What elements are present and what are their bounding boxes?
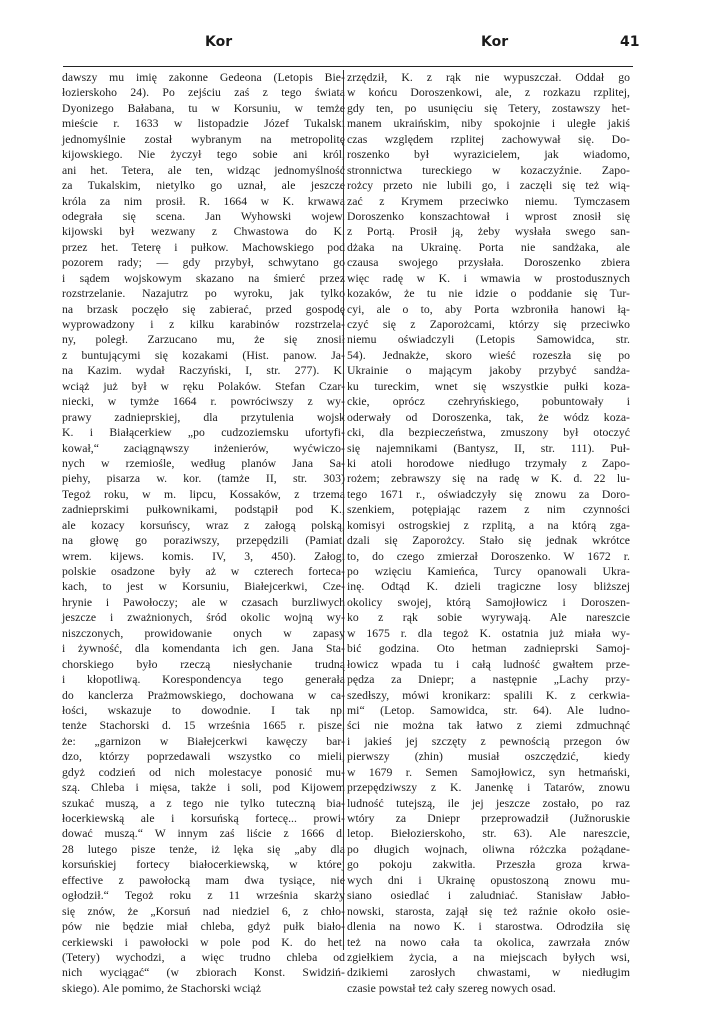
text-line: cyi, ale o to, aby Porta wzbroniła hanowi łą- <box>347 302 630 316</box>
text-line: korsuńskiej fortecy białocerkiewską, w której <box>62 858 345 872</box>
text-line: się znów, że „Korsuń nad niedziel 6, z chło- <box>62 904 345 918</box>
text-line: ki atoli horodowe niedługo trzymały z Zapo- <box>347 456 630 470</box>
text-line: dżaka na Ukrainę. Porta nie sandżaka, ale <box>347 240 630 254</box>
text-line: inę. Odtąd K. dzieli tragiczne losy bliższej <box>347 580 630 594</box>
text-line: po wzięciu Kamieńca, Turcy opanowali Ukra- <box>347 565 630 578</box>
text-line: z buntującymi się kozakami (Hist. panow. Ja- <box>62 348 345 362</box>
text-line: rożcy przeto nie lubili go, i zaczęli się też wią- <box>347 179 630 193</box>
text-line: oderwały od Doroszenka, tak, że wódz koza- <box>347 410 630 424</box>
text-line: polskie osadzone były aż w czterech forteca- <box>62 565 345 578</box>
text-line: pędza za Dniepr; a następnie „Lachy przy- <box>347 673 630 687</box>
text-line: czausa swojego przysłała. Doroszenko zbiera <box>347 256 630 270</box>
text-line: i żywność, dla komendanta ich gen. Jana Sta- <box>62 642 345 656</box>
text-line: Dyonizego Bałabana, tu w Korsuniu, w temże <box>62 101 345 115</box>
text-line: w końcu Doroszenkowi, ale, z rozkazu rzplitej, <box>347 86 630 100</box>
text-line: niemu oświadczyli (Letopis Samowidca, str. <box>347 333 630 347</box>
text-line: w 1679 r. Semen Samojłowicz, syn hetmański, <box>347 765 630 779</box>
text-line: w 1675 r. dla tegoż K. ostatnia już miała wy- <box>347 626 630 640</box>
text-line: wych dni i Ukrainę opustoszoną znowu mu- <box>347 873 630 887</box>
text-line: niszczonych, prowidowanie onych w zapasy <box>62 626 345 640</box>
text-line: effective z pawołocką mam dwa tysiące, nie <box>62 873 345 887</box>
text-line: cerkiewski i pawołocki w pole pod K. do het. <box>62 935 345 949</box>
text-line: 54). Jednakże, skoro wieść rozeszła się po <box>347 348 630 362</box>
text-line: ogłodził.“ Tegoż roku z 11 września skarży <box>62 889 345 903</box>
text-line: z Portą. Prosił ją, żeby wysłała swego san- <box>347 225 630 239</box>
text-line: za Tukalskim, nietylko go uznał, ale jeszcze <box>62 179 345 193</box>
text-line: go pokoju zakwitła. Przeszła groza krwa- <box>347 858 630 872</box>
text-line: rozstrzelanie. Nazajutrz po wyroku, jak tylko <box>62 287 345 301</box>
text-line: też na nowo cała ta okolica, zawrzała znów <box>347 935 630 949</box>
text-line: kował,“ zaciągnąwszy inżenierów, wyćwiczo- <box>62 441 345 455</box>
text-line: wyprowadzony i z kilku karabinów rozstrzela- <box>62 318 345 331</box>
running-head-right: Kor <box>481 34 509 50</box>
text-line: nich wyciągać“ (w zbiorach Konst. Swidziń- <box>62 966 345 980</box>
text-line: łozierskoho 24). Po zejściu zaś z tego świata <box>62 86 345 100</box>
text-line: króla za nim prosił. R. 1664 w K. krwawa <box>62 194 345 208</box>
text-line: łowicz wpada tu i całą ludność gwałtem prze- <box>347 657 630 671</box>
running-head-left: Kor <box>205 34 233 50</box>
text-line: pozorem rady; — gdy przybył, schwytano go <box>62 256 345 270</box>
text-line: gdyż codzień od nich molestacye ponosić mu- <box>62 765 345 779</box>
text-line: dzali się Zaporożcy. Stało się jednak wkrótce <box>347 534 630 548</box>
text-line: szenkiem, potępiając razem z nim czynności <box>347 503 630 517</box>
text-line: czas względem rzplitej zachowywał się. Do- <box>347 132 630 146</box>
text-line: pierwszy (zhin) musiał oszczędzić, kiedy <box>347 750 630 764</box>
text-line: odegrała się scena. Jan Wyhowski wojew. <box>62 209 345 223</box>
text-line: bić godzina. Oto hetman zadnieprski Samoj- <box>347 642 630 656</box>
text-line: Ukrainie o mającym jakoby przybyć sandża- <box>347 364 630 378</box>
text-line: zać z Krymem przeciwko niemu. Tymczasem <box>347 194 630 208</box>
text-line: ckie, oprócz czehryńskiego, pobuntowały i <box>347 395 630 409</box>
text-line: letop. Biełozierskoho, str. 63). Ale nareszcie, <box>347 827 630 841</box>
text-line: łocerkiewską ale i korsuńską fortecę... prowi- <box>62 812 345 825</box>
text-line: Tegoż roku, w m. lipcu, Kossaków, z trzema <box>62 487 345 501</box>
text-line: się najemnikami (Bantysz, II, str. 111). Puł- <box>347 441 630 455</box>
text-line: wtóry za Dniepr przeprowadził (Južnoruskie <box>347 812 630 825</box>
text-line: rożem; zebrawszy się na radę w K. d. 22 lu- <box>347 472 630 486</box>
text-line: na głowę go poraziwszy, przepędzili (Pamiat. <box>62 534 345 548</box>
text-line: zrzędził, K. z rąk nie wypuszczał. Oddał go <box>347 71 630 84</box>
text-line: roszenko był wyrazicielem, jak wiadomo, <box>347 148 630 162</box>
text-line: kijowski był wezwany z Chwastowa do K. <box>62 225 345 239</box>
text-line: chorskiego było rzeczą niesłychanie trudną <box>62 657 345 671</box>
text-line: ale kozacy korsuńscy, wraz z załogą polską, <box>62 518 345 532</box>
text-line: tenże Stachorski d. 15 września 1665 r. pisze, <box>62 719 345 733</box>
text-line: dować muszą.“ W innym zaś liście z 1666 d. <box>62 827 345 841</box>
column-divider <box>343 70 344 950</box>
text-line: szedłszy, mówi kronikarz: spalili K. z cerkwia- <box>347 688 630 702</box>
text-line: ku tureckim, wnet się wszystkie pułki koza- <box>347 379 630 393</box>
text-line: po długich wojnach, oliwna różczka pożądane- <box>347 842 630 856</box>
text-line: zadnieprskimi pułkownikami, podstąpił pod K., <box>62 503 345 517</box>
text-line: przepędziwszy z K. Janenkę i Tatarów, znowu <box>347 781 630 795</box>
right-text-column <box>347 70 630 995</box>
text-line: ny, poległ. Zarzucano mu, że się znosił <box>62 333 345 347</box>
text-line: ani het. Tetera, ale ten, widząc jednomyślność <box>62 163 345 177</box>
page-header <box>0 34 720 56</box>
text-line: dzo, którzy poprzedawali wszystko co mieli, <box>62 750 345 764</box>
text-line: na brzask poczęło się zabierać, przed gospodę <box>62 302 345 316</box>
text-line: mieście r. 1633 w listopadzie Józef Tukalski <box>62 117 345 131</box>
text-line: gdy ten, po usunięciu się Tetery, zostawszy het- <box>347 101 630 115</box>
text-line: kozaków, że tu nie idzie o poddanie się Tur- <box>347 287 630 301</box>
text-line: (Tetery) wychodzi, a więc trudno chleba od <box>62 950 345 964</box>
text-line: hrynie i Pawołoczy; ale w czasach burzliwych <box>62 595 345 609</box>
text-line: szukać muszą, a z tego nie tylko tuteczną bia- <box>62 796 345 810</box>
text-line: prawy zadnieprskiej, dla przytulenia wojsk <box>62 410 345 424</box>
text-line: to, do czego zmierzał Doroszenko. W 1672 r. <box>347 549 630 563</box>
text-line: kijowskiego. Nie życzył tego sobie ani król, <box>62 148 345 162</box>
text-line: komisyi ostrogskiej z rzplitą, a na którą zga- <box>347 518 630 532</box>
text-line: niecki, w tymże 1664 r. powróciwszy z wy- <box>62 395 345 409</box>
text-line: do kanclerza Prażmowskiego, dochowana w ca- <box>62 688 345 702</box>
text-line: piehy, pisarza w. kor. (tamże II, str. 303) <box>62 472 345 486</box>
text-line: i sądem wojskowym skazano na śmierć przez <box>62 271 345 285</box>
text-line: pów nie będzie miał chleba, gdyż pułk biało- <box>62 920 345 934</box>
text-line: siano osiedlać i zaludniać. Stanisław Jabło- <box>347 889 630 903</box>
text-line: i kłopotliwą. Korespondencya tego generała <box>62 673 345 687</box>
text-line: ludność tutejszą, ile jej jeszcze zostało, po raz <box>347 796 630 810</box>
header-rule <box>63 66 633 67</box>
text-line: i jakieś jej szczęty z pewnością przegon ów <box>347 734 630 748</box>
text-line: 28 lutego pisze tenże, iż lęka się „aby dla <box>62 842 345 856</box>
text-line: dzikiemi zarosłych chwastami, w niedługim <box>347 966 630 980</box>
text-line: nowski, starosta, zajął się też raźnie około osie- <box>347 904 630 918</box>
text-line: nych w rzemiośle, według planów Jana Sa- <box>62 456 345 470</box>
text-line: Doroszenko konszachtował i wprost znosił się <box>347 209 630 223</box>
text-line: cki, dla bezpieczeństwa, zmuszony był otoczyć <box>347 426 630 440</box>
text-line: więc radę w K. i wmawia w prostodusznych <box>347 271 630 285</box>
text-line: jeszcze i zważnionych, śród okolic wojną wy- <box>62 611 345 625</box>
text-line: wciąż już był w ręku Polaków. Stefan Czar- <box>62 379 345 393</box>
text-line: na Kazim. wydał Raczyński, I, str. 277). K. <box>62 364 345 378</box>
text-line: że: „garnizon w Białejcerkwi kawęczy bar- <box>62 734 345 748</box>
page-number: 41 <box>620 34 640 50</box>
text-line: mi“ (Letop. Samowidca, str. 64). Ale ludno- <box>347 703 630 717</box>
text-line: wrem. kijews. komis. IV, 3, 450). Załogi <box>62 549 345 563</box>
text-line: stronnictwa tureckiego w kozaczyźnie. Zapo- <box>347 163 630 177</box>
text-line: manem ukraińskim, niby spokojnie i uległe jakiś <box>347 117 630 131</box>
text-line: czyć się z Zaporożcami, którzy się przeciwko <box>347 318 630 331</box>
text-line: jednomyślnie został wybranym na metropolitę <box>62 132 345 146</box>
text-line: okolicy swojej, którą Samojłowicz i Doroszen- <box>347 595 630 609</box>
text-line: tego 1671 r., oświadczyły się znowu za Doro- <box>347 487 630 501</box>
text-line: kach, to jest w Korsuniu, Białejcerkwi, Cze- <box>62 580 345 594</box>
text-line: przez het. Teterę i pułkow. Machowskiego pod <box>62 240 345 254</box>
text-line: ści nie można tak łatwo z ziemi zdmuchnąć <box>347 719 630 733</box>
text-line: łości, wskazuje to dowodnie. I tak np. <box>62 703 345 717</box>
text-line: czasie powstał też cały szereg nowych osad. <box>347 981 556 995</box>
text-line: ko z rąk sobie wyrywają. Ale nareszcie <box>347 611 630 625</box>
left-text-column <box>62 70 345 995</box>
text-line: dlenia na nowo K. i starostwa. Odrodziła się <box>347 920 630 934</box>
text-line: skiego). Ale pomimo, że Stachorski wciąż <box>62 981 262 995</box>
text-line: dawszy mu imię zakonne Gedeona (Letopis Bie- <box>62 71 345 84</box>
text-line: szą. Chleba i mięsa, także i soli, pod Kijowem <box>62 781 345 795</box>
text-line: K. i Białącerkiew „po cudzoziemsku ufortyfi- <box>62 426 345 440</box>
text-line: zgiełkiem życia, a na miejscach byłych wsi, <box>347 950 630 964</box>
